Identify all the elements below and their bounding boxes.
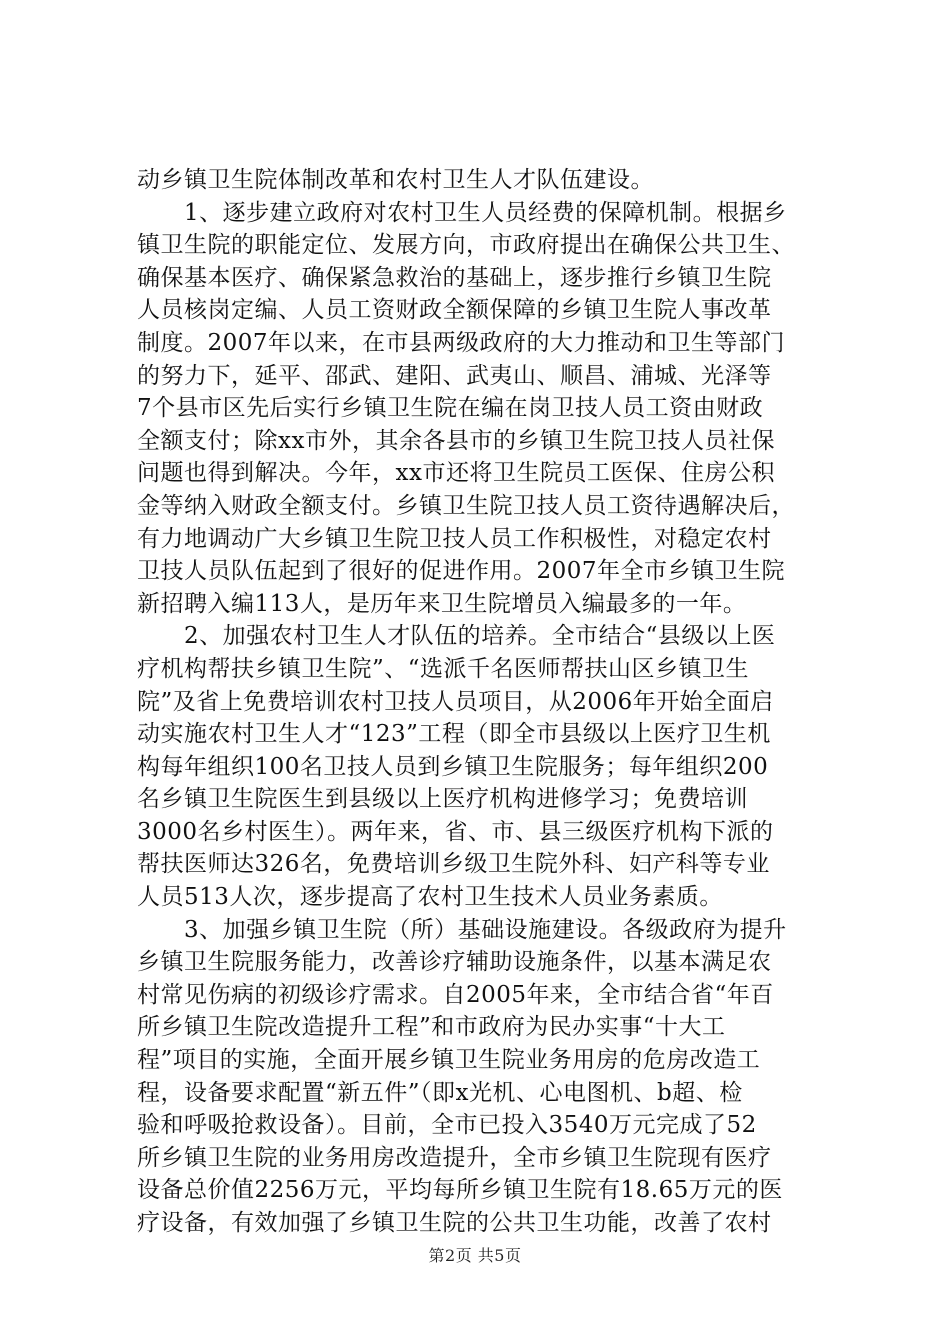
text-line: 村常见伤病的初级诊疗需求。自2005年来，全市结合省“年百	[137, 981, 774, 1008]
text-line: 2、加强农村卫生人才队伍的培养。全市结合“县级以上医	[137, 623, 776, 650]
text-line: 疗机构帮扶乡镇卫生院”、“选派千名医师帮扶山区乡镇卫生	[137, 655, 750, 682]
text-line: 名乡镇卫生院医生到县级以上医疗机构进修学习；免费培训	[137, 786, 748, 813]
text-line: 设备总价值2256万元，平均每所乡镇卫生院有18.65万元的医	[137, 1177, 783, 1204]
text-line: 所乡镇卫生院改造提升工程”和市政府为民办实事“十大工	[137, 1014, 726, 1041]
body-text	[137, 164, 827, 1240]
text-line: 有力地调动广大乡镇卫生院卫技人员工作积极性，对稳定农村	[137, 525, 772, 552]
text-line: 制度。2007年以来，在市县两级政府的大力推动和卫生等部门	[137, 329, 786, 356]
text-line: 卫技人员队伍起到了很好的促进作用。2007年全市乡镇卫生院	[137, 558, 786, 585]
text-line: 乡镇卫生院服务能力，改善诊疗辅助设施条件，以基本满足农	[137, 949, 772, 976]
text-line: 院”及省上免费培训农村卫技人员项目，从2006年开始全面启	[137, 688, 774, 715]
text-line: 问题也得到解决。今年，xx市还将卫生院员工医保、住房公积	[137, 460, 775, 487]
text-line: 确保基本医疗、确保紧急救治的基础上，逐步推行乡镇卫生院	[137, 264, 772, 291]
text-line: 镇卫生院的职能定位、发展方向，市政府提出在确保公共卫生、	[137, 232, 795, 259]
text-line: 的努力下，延平、邵武、建阳、武夷山、顺昌、浦城、光泽等	[137, 362, 772, 389]
text-line: 全额支付；除xx市外，其余各县市的乡镇卫生院卫技人员社保	[137, 427, 775, 454]
text-line: 7个县市区先后实行乡镇卫生院在编在岗卫技人员工资由财政	[137, 395, 764, 422]
text-line: 新招聘入编113人，是历年来卫生院增员入编最多的一年。	[137, 590, 747, 617]
text-line: 3000名乡村医生）。两年来，省、市、县三级医疗机构下派的	[137, 818, 774, 845]
text-line: 动乡镇卫生院体制改革和农村卫生人才队伍建设。	[137, 167, 654, 193]
text-line: 1、逐步建立政府对农村卫生人员经费的保障机制。根据乡	[137, 199, 787, 226]
text-line: 构每年组织100名卫技人员到乡镇卫生院服务；每年组织200	[137, 753, 769, 780]
text-line: 程，设备要求配置“新五件”（即x光机、心电图机、b超、检	[137, 1079, 743, 1106]
text-line: 人员核岗定编、人员工资财政全额保障的乡镇卫生院人事改革	[137, 297, 772, 324]
text-line: 疗设备，有效加强了乡镇卫生院的公共卫生功能，改善了农村	[137, 1210, 772, 1236]
text-line: 验和呼吸抢救设备）。目前，全市已投入3540万元完成了52	[137, 1112, 757, 1139]
text-line: 帮扶医师达326名，免费培训乡级卫生院外科、妇产科等专业	[137, 851, 770, 878]
text-line: 3、加强乡镇卫生院（所）基础设施建设。各级政府为提升	[137, 916, 787, 943]
text-line: 人员513人次，逐步提高了农村卫生技术人员业务素质。	[137, 884, 723, 911]
text-line: 程”项目的实施，全面开展乡镇卫生院业务用房的危房改造工	[137, 1047, 761, 1074]
text-line: 金等纳入财政全额支付。乡镇卫生院卫技人员工资待遇解决后，	[137, 492, 795, 519]
text-line: 动实施农村卫生人才“123”工程（即全市县级以上医疗卫生机	[137, 721, 771, 748]
page-footer: 第2页 共5页	[428, 1246, 522, 1265]
text-line: 所乡镇卫生院的业务用房改造提升，全市乡镇卫生院现有医疗	[137, 1144, 772, 1171]
